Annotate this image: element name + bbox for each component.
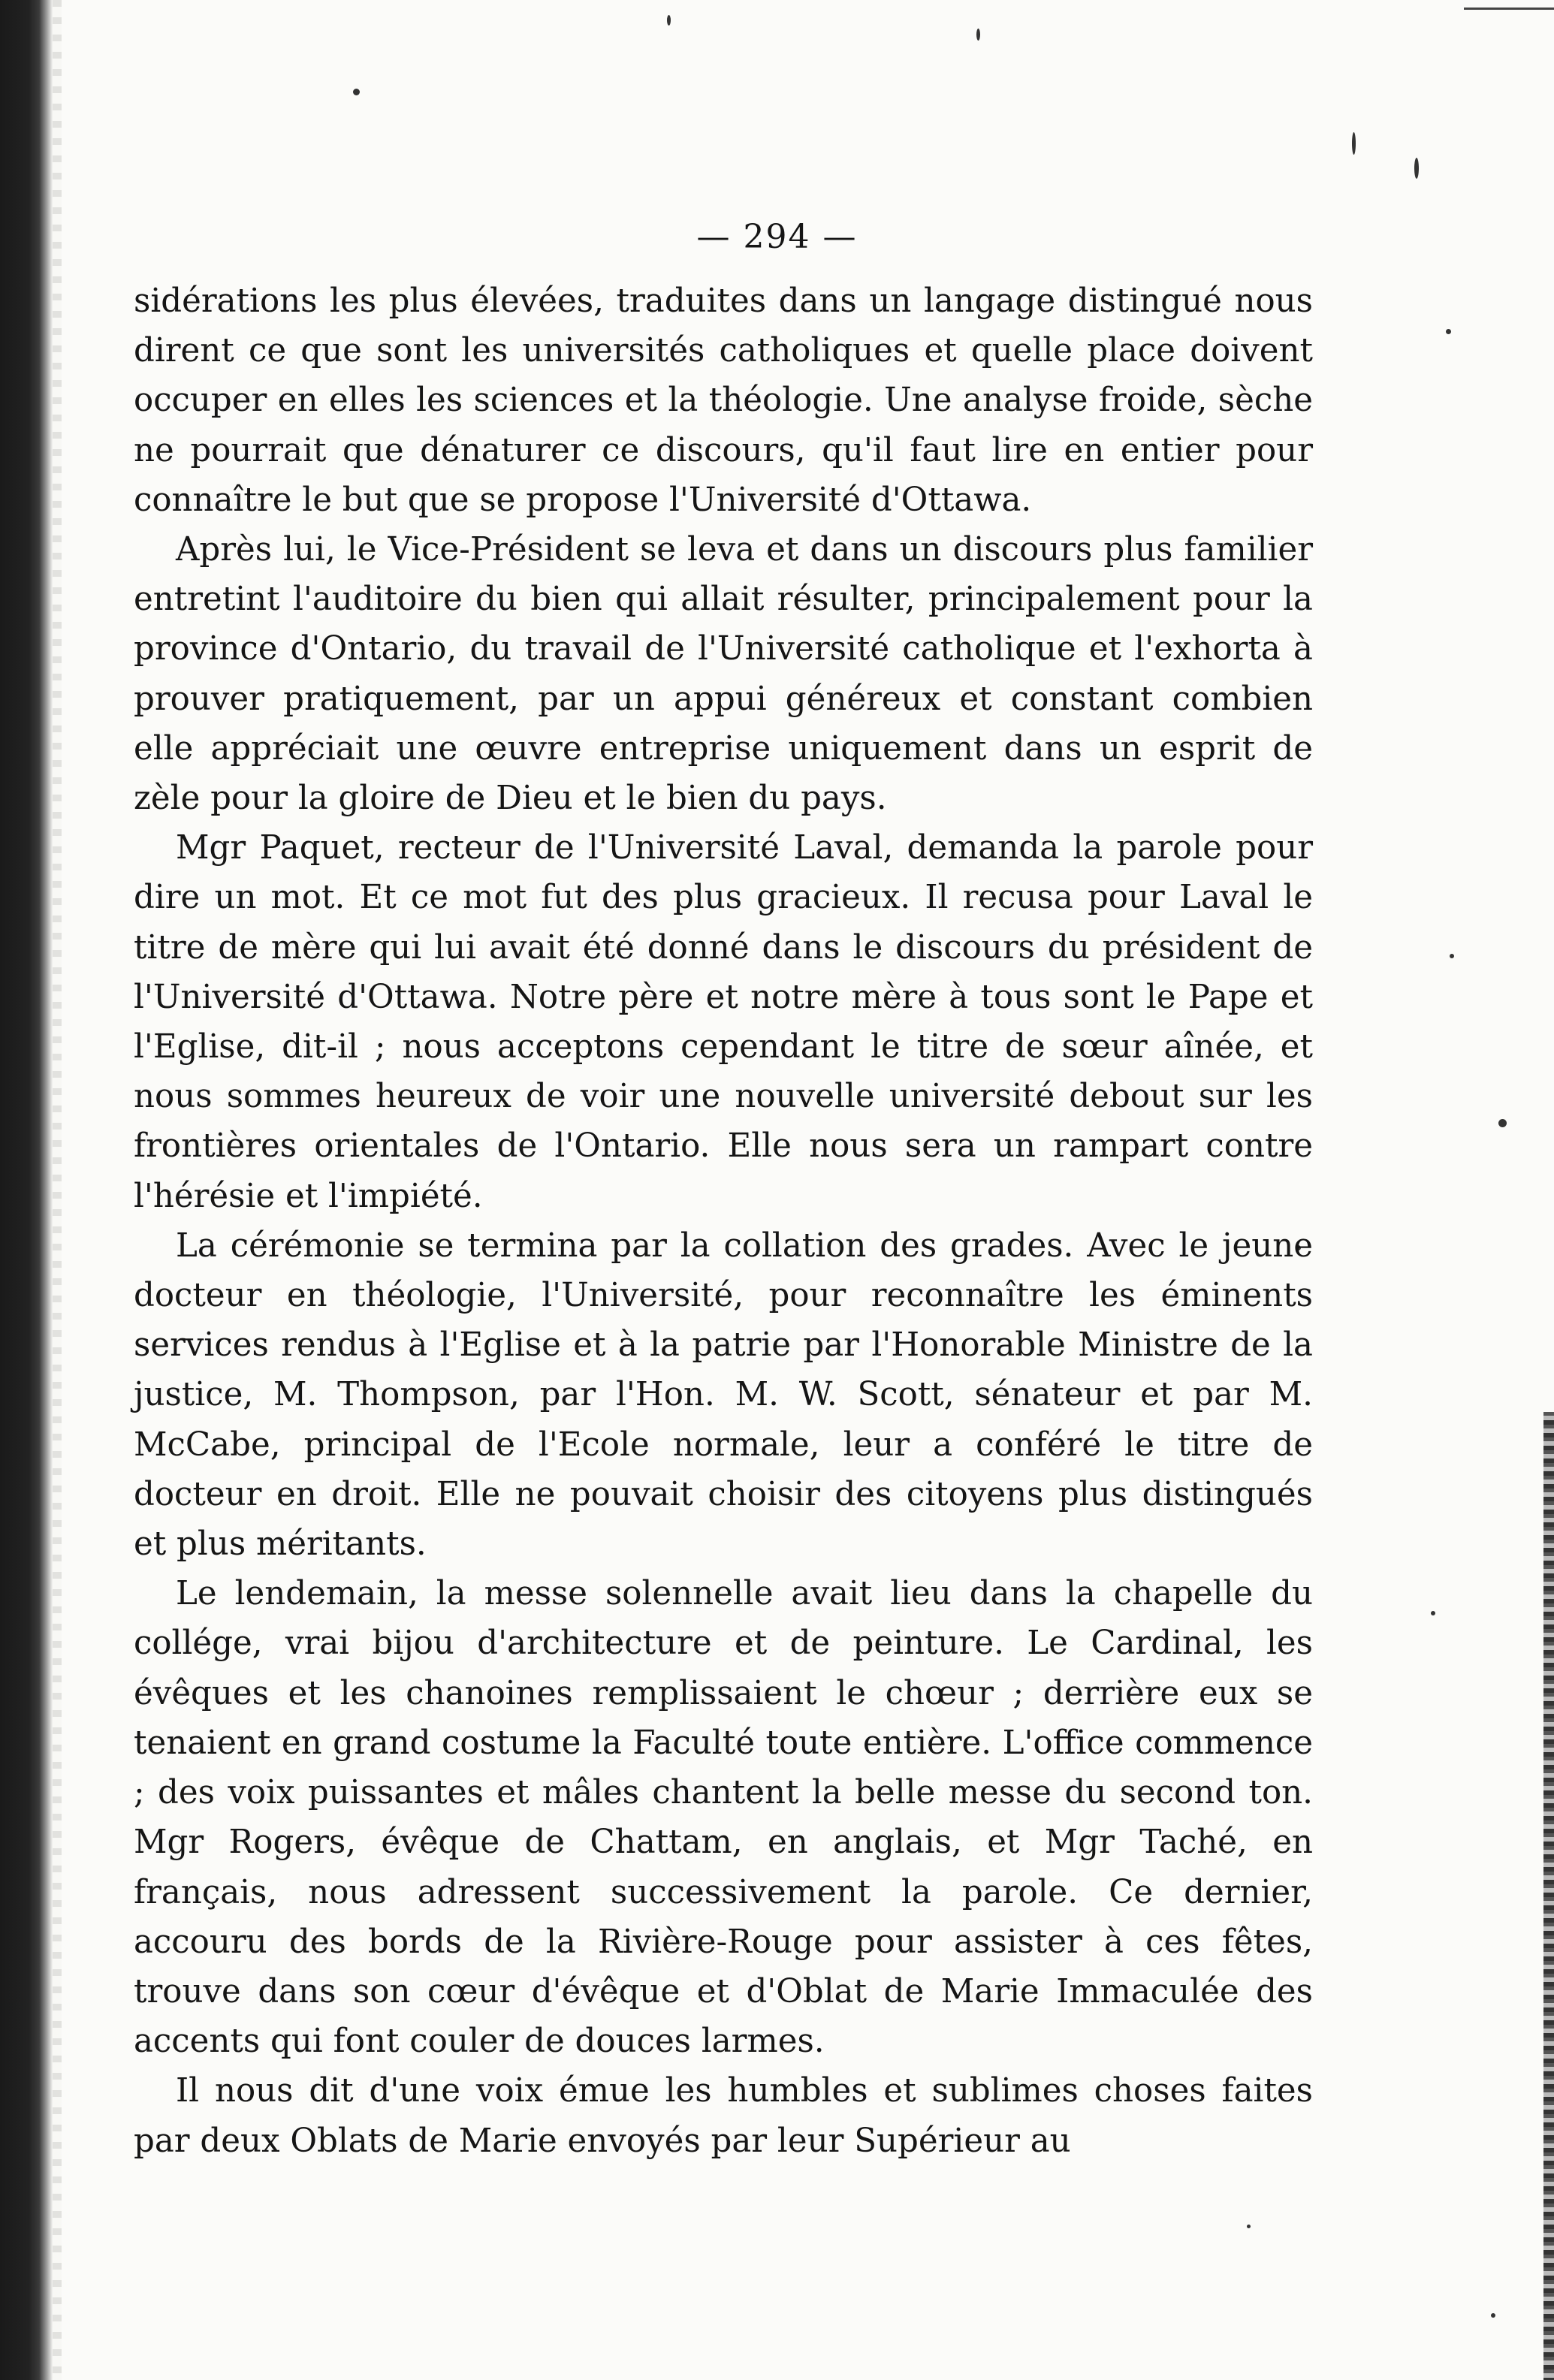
paragraph: La cérémonie se termina par la collation des grades. Avec le jeune docteur en théologie, l'Université, pour reconnaître les éminents services rendus à l'Eglise et à la patrie par l'Honorable Ministre de la justice, M. Thompson, par l'Hon. M. W. Scott, sénateur et par M. McCabe, principal de l'Ecole normale, leur a conféré le titre de docteur en droit. Elle ne pouvait choisir des citoyens plus distingués et plus méritants. [134,1226,1313,1564]
scan-mark [1464,8,1554,10]
scan-speck [1414,158,1419,179]
scan-speck [976,29,980,41]
scan-speck [1498,1119,1507,1127]
binding-edge [0,0,53,2380]
paragraph: Après lui, le Vice-Président se leva et dans un discours plus familier entretint l'auditoire du bien qui allait résulter, principalement pour la province d'Ontario, du travail de l'Université catholique et l'exhorta à prouver pratiquement, par un appui généreux et constant combien elle appréciait une œuvre entreprise uniquement dans un esprit de zèle pour la gloire de Dieu et le bien du pays. [134,531,1313,818]
scan-speck [1247,2225,1251,2228]
paragraph: sidérations les plus élevées, traduites dans un langage distingué nous dirent ce que sont les universités catholiques et quelle place doivent occuper en elles les sciences et la théologie. Une analyse froide, sèche ne pourrait que dénaturer ce discours, qu'il faut lire en entier pour connaître le but que se propose l'Université d'Ottawa. [134,282,1313,519]
paragraph: Le lendemain, la messe solennelle avait lieu dans la chapelle du collége, vrai bijou d'architecture et de peinture. Le Cardinal, les évêques et les chanoines remplissaient le chœur ; derrière eux se tenaient en grand costume la Faculté toute entière. L'office commence ; des voix puissantes et mâles chantent la belle messe du second ton. Mgr Rogers, évêque de Chattam, en anglais, et Mgr Taché, en français, nous adressent successivement la parole. Ce dernier, accouru des bords de la Rivière-Rouge pour assister à ces fêtes, trouve dans son cœur d'évêque et d'Oblat de Marie Immaculée des accents qui font couler de douces larmes. [134,1575,1313,2061]
page-edge [1543,1412,1554,2380]
scan-speck [1352,132,1356,155]
page-number: — 294 — [696,218,858,256]
paragraph: Mgr Paquet, recteur de l'Université Laval, demanda la parole pour dire un mot. Et ce mot fut des plus gracieux. Il recusa pour Laval le titre de mère qui lui avait été donné dans le discours du président de l'Université d'Ottawa. Notre père et notre mère à tous sont le Pape et l'Eglise, dit-il ; nous acceptons cependant le titre de sœur aînée, et nous sommes heureux de voir une nouvelle université debout sur les frontières orientales de l'Ontario. Elle nous sera un rampart contre l'hérésie et l'impiété. [134,829,1313,1215]
scan-speck [667,15,671,26]
paragraph: Il nous dit d'une voix émue les humbles et sublimes choses faites par deux Oblats de Marie envoyés par leur Supérieur au [134,2072,1313,2160]
scan-speck [1491,2313,1495,2318]
scan-speck [1431,1611,1435,1615]
scan-speck [353,89,360,95]
scan-speck [1450,954,1454,958]
body-text [134,276,1313,2166]
scan-speck [1446,329,1451,334]
binding-shadow [53,0,62,2380]
